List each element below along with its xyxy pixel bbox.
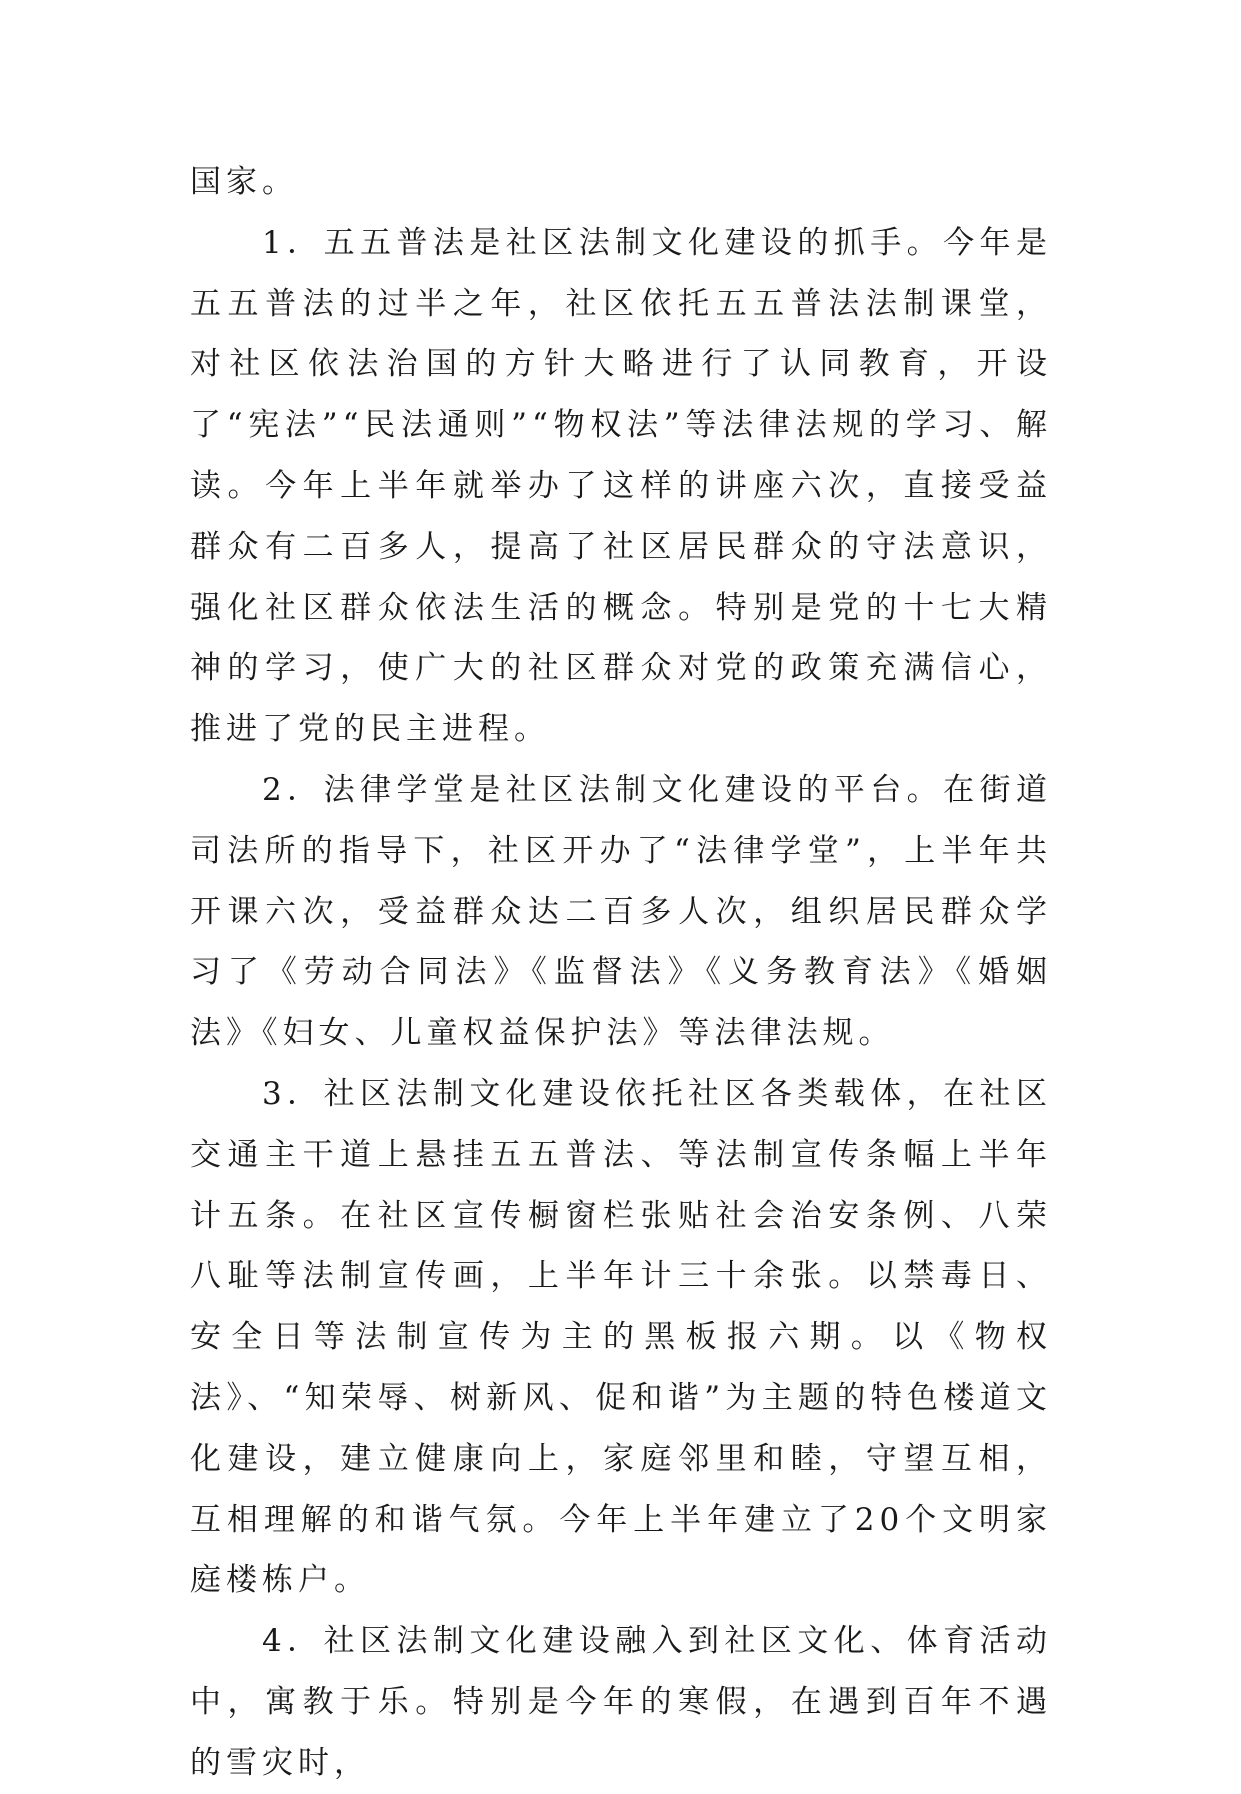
paragraph-continuation: 国家。	[190, 164, 298, 200]
paragraph-item-1: 1．五五普法是社区法制文化建设的抓手。今年是五五普法的过半之年，社区依托五五普法法制课堂，对社区依法治国的方针大略进行了认同教育，开设了“宪法”“民法通则”“物权法”等法律法规的学习、解读。今年上半年就举办了这样的讲座六次，直接受益群众有二百多人，提高了社区居民群众的守法意识，强化社区群众依法生活的概念。特别是党的十七大精神的学习，使广大的社区群众对党的政策充满信心，推进了党的民主进程。	[190, 224, 1052, 748]
paragraph-item-4: 4．社区法制文化建设融入到社区文化、体育活动中，寓教于乐。特别是今年的寒假，在遇到百年不遇的雪灾时，	[190, 1623, 1052, 1781]
paragraph-item-3: 3．社区法制文化建设依托社区各类载体，在社区交通主干道上悬挂五五普法、等法制宣传条幅上半年计五条。在社区宣传橱窗栏张贴社会治安条例、八荣八耻等法制宣传画，上半年计三十余张。以禁毒日、安全日等法制宣传为主的黑板报六期。以《物权法》、“知荣辱、树新风、促和谐”为主题的特色楼道文化建设，建立健康向上，家庭邻里和睦，守望互相，互相理解的和谐气氛。今年上半年建立了20个文明家庭楼栋户。	[190, 1075, 1052, 1599]
paragraph-item-2: 2．法律学堂是社区法制文化建设的平台。在街道司法所的指导下，社区开办了“法律学堂”，上半年共开课六次，受益群众达二百多人次，组织居民群众学习了《劳动合同法》《监督法》《义务教育法》《婚姻法》《妇女、儿童权益保护法》等法律法规。	[190, 771, 1052, 1052]
document-body	[190, 152, 1052, 1794]
